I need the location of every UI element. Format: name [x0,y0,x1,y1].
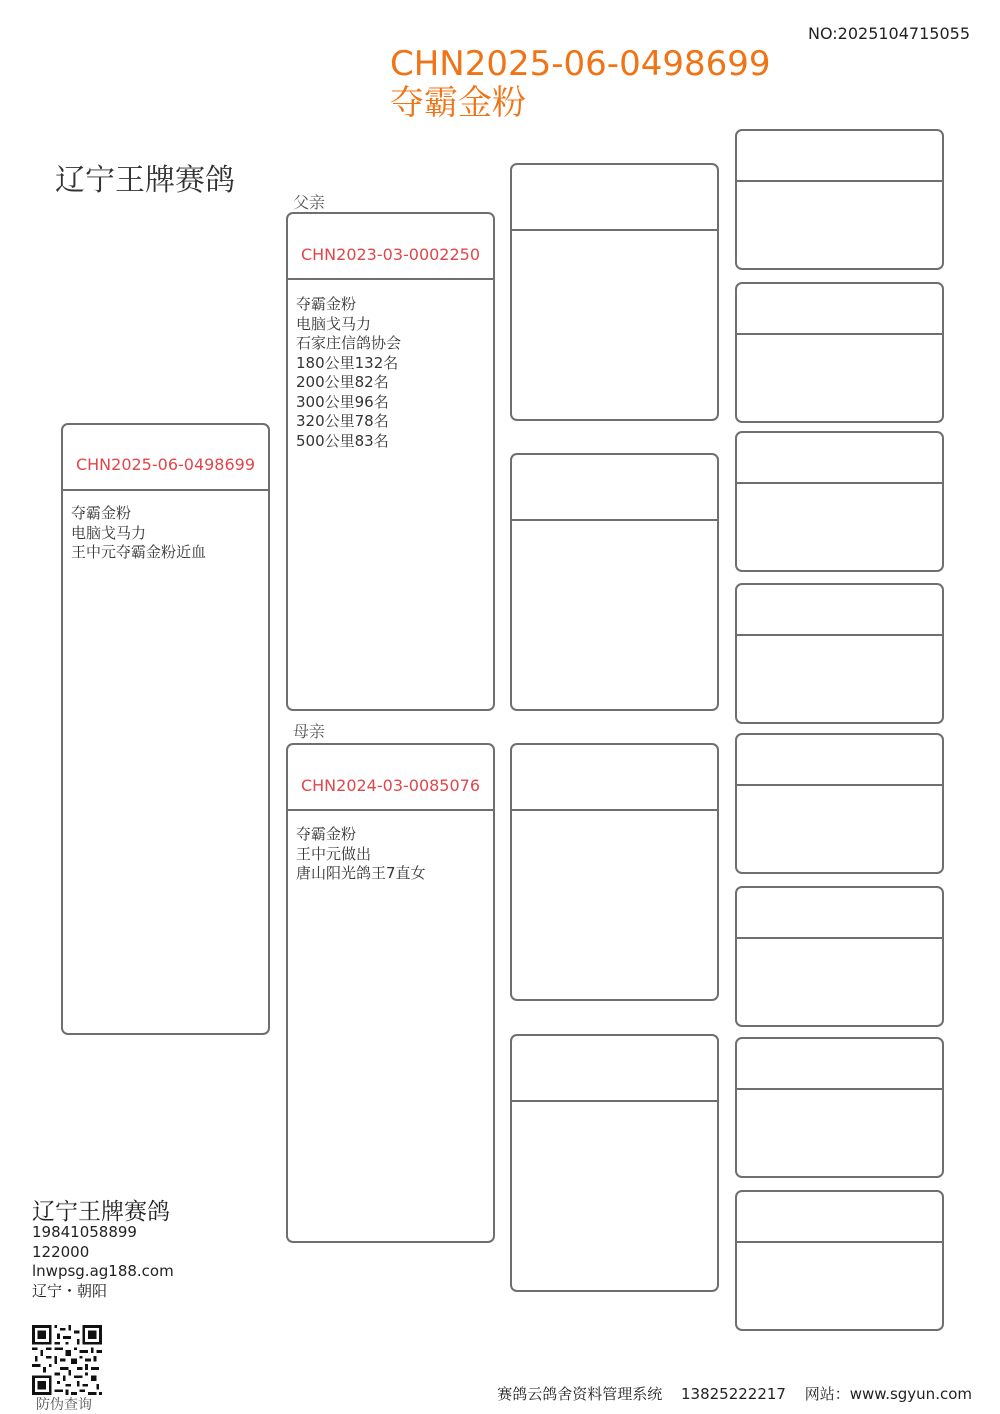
great-grandparent-card-header [737,1039,942,1090]
system-name: 赛鸽云鸽舍资料管理系统 [497,1385,663,1403]
great-grandparent-card [735,1190,944,1331]
great-grandparent-card-header [737,888,942,939]
great-grandparent-card-header [737,433,942,484]
system-site-label: 网站： [804,1385,850,1403]
great-grandparent-card-header [737,585,942,636]
sire-detail-line: 电脑戈马力 [296,314,372,333]
great-grandparent-card-header [737,1192,942,1243]
grandparent-card [510,453,719,711]
sire-caption: 父亲 [293,193,326,212]
subject-detail-line: 王中元夺霸金粉近血 [71,543,207,561]
system-bar [483,1383,972,1404]
grandparent-card [510,163,719,421]
great-grandparent-card-header [737,284,942,335]
grandparent-card [510,1034,719,1292]
qr-code-icon[interactable] [32,1325,102,1395]
main-pigeon-name: 夺霸金粉 [390,83,526,123]
great-grandparent-card [735,583,944,724]
loft-title: 辽宁王牌赛鸽 [55,163,235,198]
system-phone: 13825222217 [680,1385,786,1403]
great-grandparent-card-header [737,735,942,786]
sire-detail-line: 夺霸金粉 [296,295,357,313]
sire-detail-line: 石家庄信鸽协会 [296,334,402,352]
grandparent-card-header [512,1036,717,1102]
sire-detail-line: 200公里82名 [296,373,389,391]
subject-detail-line: 电脑戈马力 [71,523,147,542]
dam-detail-line: 王中元做出 [296,844,372,863]
sire-detail-line: 300公里96名 [296,392,389,411]
sire-ring-number: CHN2023-03-0002250 [300,245,481,264]
footer-postcode: 122000 [32,1242,90,1261]
footer-website: lnwpsg.ag188.com [32,1262,174,1280]
qr-label: 防伪查询 [36,1397,92,1413]
subject-pigeon-card [61,423,270,1035]
grandparent-card-header [512,455,717,521]
dam-details [296,825,487,884]
sire-detail-line: 180公里132名 [296,353,399,372]
sire-detail-line: 500公里83名 [296,431,389,450]
sire-detail-line: 320公里78名 [296,412,389,430]
great-grandparent-card [735,431,944,572]
footer-contact-info [32,1223,174,1301]
dam-detail-line: 唐山阳光鸽王7直女 [296,864,426,882]
subject-details [71,504,262,563]
system-site-link[interactable]: www.sgyun.com [849,1385,972,1403]
footer-location: 辽宁・朝阳 [32,1281,108,1300]
grandparent-card-header [512,165,717,231]
subject-ring-number: CHN2025-06-0498699 [75,455,256,474]
dam-ring-number: CHN2024-03-0085076 [300,776,481,795]
grandparent-card [510,743,719,1001]
footer-loft-name: 辽宁王牌赛鸽 [32,1199,170,1225]
sire-details [296,295,487,451]
great-grandparent-card [735,129,944,270]
great-grandparent-card [735,1037,944,1178]
system-site-group [805,1385,972,1403]
sire-card [286,212,495,711]
grandparent-card-header [512,745,717,811]
dam-caption: 母亲 [293,722,326,741]
great-grandparent-card-header [737,131,942,182]
great-grandparent-card [735,282,944,423]
footer-phone: 19841058899 [32,1223,137,1241]
great-grandparent-card [735,733,944,874]
main-ring-number: CHN2025-06-0498699 [390,44,771,84]
great-grandparent-card [735,886,944,1027]
dam-detail-line: 夺霸金粉 [296,825,357,843]
dam-card [286,743,495,1243]
document-number: NO:2025104715055 [807,24,970,43]
subject-detail-line: 夺霸金粉 [71,504,132,522]
